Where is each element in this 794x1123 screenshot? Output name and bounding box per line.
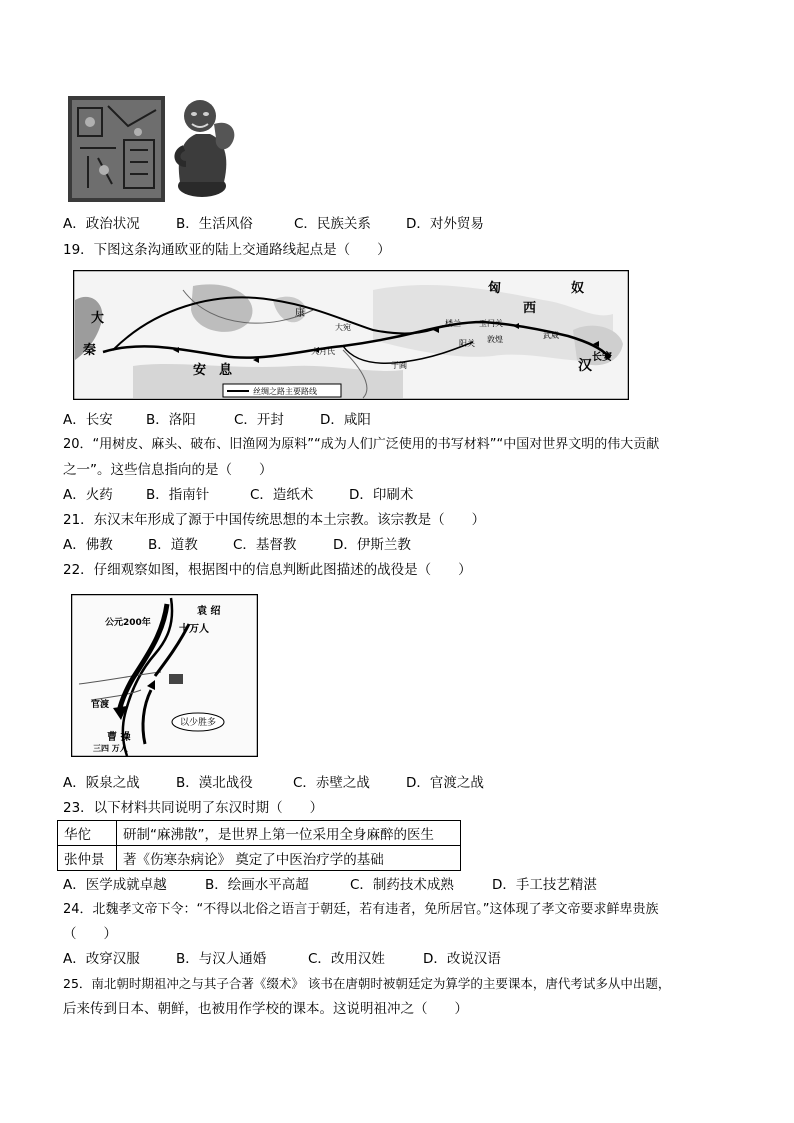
q23-option-c[interactable]: C．制药技术成熟 [350, 877, 454, 893]
q23-option-d[interactable]: D．手工技艺精湛 [492, 877, 597, 893]
q22-stem: 22．仔细观察如图，根据图中的信息判断此图描述的战役是（ ） [63, 562, 472, 578]
q22-option-d[interactable]: D．官渡之战 [406, 775, 484, 791]
q22-option-c[interactable]: C．赤壁之战 [293, 775, 370, 791]
q22-option-a[interactable]: A．阪泉之战 [63, 775, 140, 791]
q23-stem: 23．以下材料共同说明了东汉时期（ ） [63, 800, 324, 816]
q20-options [63, 486, 413, 504]
figurine-image [166, 94, 244, 198]
q21-stem: 21．东汉末年形成了源于中国传统思想的本土宗教。该宗教是（ ） [63, 512, 486, 528]
table-cell-content: 研制“麻沸散”，是世界上第一位采用全身麻醉的医生 [117, 821, 461, 846]
map-label-yutian: 于阗 [391, 361, 407, 370]
q19-stem: 19．下图这条沟通欧亚的陆上交通路线起点是（ ） [63, 242, 391, 258]
table-cell-content: 著《伤寒杂病论》 奠定了中医治疗学的基础 [117, 846, 461, 871]
map-label-xiongnu-1: 匈 [488, 281, 502, 296]
map-legend: 丝绸之路主要路线 [253, 387, 317, 396]
q24-stem-line1: 24．北魏孝文帝下令：“不得以北俗之语言于朝廷，若有违者，免所居官。”这体现了孝文帝要求鲜卑贵族 [63, 902, 659, 917]
q24-option-c[interactable]: C．改用汉姓 [308, 951, 385, 967]
q18-option-b[interactable]: B．生活风俗 [176, 216, 253, 232]
q19-option-c[interactable]: C．开封 [234, 412, 284, 428]
map-label-qin: 秦 [83, 343, 97, 358]
q19-option-b[interactable]: B．洛阳 [146, 412, 196, 428]
battle-map-yuan-troops: 十万人 [179, 624, 209, 635]
map-label-yangguan: 阳关 [459, 339, 475, 348]
q25-stem-line2: 后来传到日本、朝鲜，也被用作学校的课本。这说明祖冲之（ ） [63, 1001, 468, 1017]
battle-map-note: 以少胜多 [180, 718, 217, 728]
q24-option-d[interactable]: D．改说汉语 [423, 951, 501, 967]
battle-map-guandu: 官渡 [91, 700, 110, 710]
table-row [58, 846, 461, 871]
q18-options [63, 215, 484, 233]
map-label-loulan: 楼兰 [445, 319, 461, 328]
battle-map-cao-troops: 三四 万人 [93, 744, 128, 753]
q20-option-d[interactable]: D．印刷术 [349, 487, 414, 503]
q23-option-b[interactable]: B．绘画水平高超 [205, 877, 309, 893]
q23-option-a[interactable]: A．医学成就卓越 [63, 877, 167, 893]
q21-option-a[interactable]: A．佛教 [63, 537, 113, 553]
map-label-da: 大 [91, 311, 105, 326]
q20-option-a[interactable]: A．火药 [63, 487, 113, 503]
q24-option-a[interactable]: A．改穿汉服 [63, 951, 140, 967]
q19-option-a[interactable]: A．长安 [63, 412, 113, 428]
guandu-battle-map [71, 594, 258, 757]
q21-option-b[interactable]: B．道教 [148, 537, 198, 553]
battle-map-yuan: 袁 绍 [197, 606, 221, 617]
map-label-yumenguan: 玉门关 [479, 319, 503, 328]
table-cell-name: 华佗 [58, 821, 117, 846]
q24-option-b[interactable]: B．与汉人通婚 [176, 951, 267, 967]
q21-option-c[interactable]: C．基督教 [233, 537, 297, 553]
map-label-dayuan: 大宛 [335, 323, 351, 332]
q22-option-b[interactable]: B．漠北战役 [176, 775, 253, 791]
map-label-xiongnu-2: 奴 [571, 281, 585, 296]
q24-stem-line2: （ ） [63, 926, 117, 942]
map-label-dunhuang: 敦煌 [487, 335, 503, 344]
table-row [58, 821, 461, 846]
table-cell-name: 张仲景 [58, 846, 117, 871]
q19-option-d[interactable]: D．咸阳 [320, 412, 371, 428]
q18-option-c[interactable]: C．民族关系 [294, 216, 371, 232]
q21-options [63, 536, 411, 554]
map-label-anxi: 安 息 [193, 363, 233, 378]
map-label-changan: 长安 [592, 352, 612, 363]
q20-stem-line2: 之一”。这些信息指向的是（ ） [63, 462, 273, 478]
battle-map-year: 公元200年 [105, 618, 151, 628]
q24-options [63, 950, 501, 968]
map-label-dayue: 大月氏 [311, 347, 335, 356]
q23-options [63, 876, 597, 894]
map-label-wuwei: 武威 [543, 331, 559, 340]
q21-option-d[interactable]: D．伊斯兰教 [333, 537, 411, 553]
map-label-kangju: 康 [295, 308, 305, 319]
q19-options [63, 411, 371, 429]
q20-stem-line1: 20．“用树皮、麻头、破布、旧渔网为原料”“成为人们广泛使用的书写材料”“中国对世界文明的伟大贡献 [63, 437, 660, 452]
map-label-han: 汉 [578, 358, 592, 374]
q20-option-c[interactable]: C．造纸术 [250, 487, 314, 503]
battle-map-cao: 曹 操 [107, 732, 131, 743]
q20-option-b[interactable]: B．指南针 [146, 487, 210, 503]
q25-stem-line1: 25．南北朝时期祖冲之与其子合著《缀术》 该书在唐朝时被朝廷定为算学的主要课本，唐代考试多从中出题， [63, 976, 671, 991]
q18-option-d[interactable]: D．对外贸易 [406, 216, 484, 232]
q18-option-a[interactable]: A．政治状况 [63, 216, 140, 232]
brick-relief-image [68, 96, 165, 202]
q22-options [63, 774, 484, 792]
q23-material-table [57, 820, 461, 871]
map-label-xiyu: 西 [523, 301, 537, 316]
silk-road-map [73, 270, 629, 400]
